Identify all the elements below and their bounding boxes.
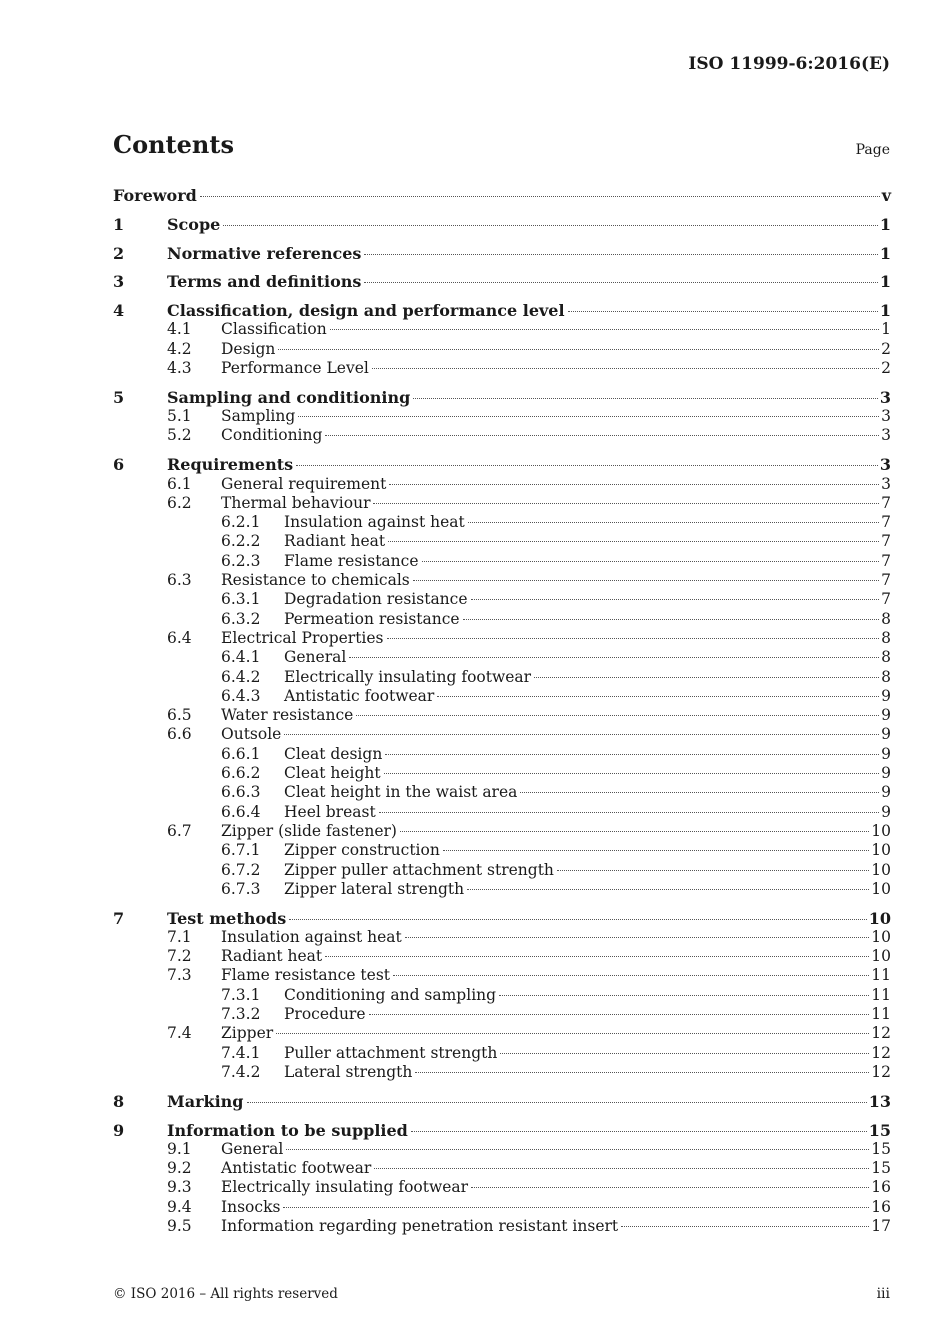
toc-entry-title: Heel breast — [284, 802, 376, 821]
toc-dot-leader — [467, 889, 869, 890]
toc-entry-page: 9 — [881, 744, 891, 763]
toc-entry-title: Insocks — [221, 1197, 281, 1216]
toc-dot-leader — [373, 503, 879, 504]
toc-entry[interactable] — [113, 407, 891, 426]
toc-entry-title: Marking — [167, 1091, 244, 1111]
toc-entry-title: Outsole — [221, 725, 282, 744]
toc-dot-leader — [364, 282, 877, 283]
toc-entry-number: 6.2 — [167, 493, 192, 512]
toc-dot-leader — [389, 484, 879, 485]
toc-entry-number: 6.4.3 — [221, 686, 261, 705]
toc-entry-title: Information to be supplied — [167, 1120, 408, 1140]
contents-heading: Contents — [113, 130, 234, 159]
toc-entry[interactable] — [113, 764, 891, 783]
toc-entry-title: Requirements — [167, 455, 294, 475]
toc-entry-number: 6.7.3 — [221, 879, 261, 898]
toc-entry-page: 8 — [881, 609, 891, 628]
toc-entry-page: 12 — [871, 1024, 891, 1043]
toc-dot-leader — [468, 522, 879, 523]
toc-dot-leader — [471, 599, 880, 600]
toc-entry[interactable] — [113, 320, 891, 339]
toc-entry-number: 7 — [113, 908, 125, 928]
toc-entry-page: v — [881, 186, 891, 205]
toc-entry-number: 9 — [113, 1120, 125, 1140]
toc-entry-title: Flame resistance — [284, 551, 419, 570]
toc-entry-title: Antistatic footwear — [221, 1159, 372, 1178]
toc-dot-leader — [356, 715, 879, 716]
toc-entry-number: 6.4 — [167, 628, 192, 647]
toc-entry-page: 12 — [871, 1043, 891, 1062]
toc-dot-leader — [374, 1168, 869, 1169]
toc-entry[interactable] — [113, 1005, 891, 1024]
toc-entry[interactable] — [113, 648, 891, 667]
toc-dot-leader — [413, 580, 879, 581]
toc-entry-title: Zipper construction — [284, 841, 440, 860]
toc-entry-page: 9 — [881, 783, 891, 802]
toc-entry-number: 6.3.2 — [221, 609, 261, 628]
toc-entry-number: 6.2.1 — [221, 513, 261, 532]
toc-entry-page: 12 — [871, 1062, 891, 1081]
toc-entry-page: 7 — [881, 571, 891, 590]
toc-entry-title: Resistance to chemicals — [221, 571, 410, 590]
toc-entry[interactable] — [113, 1178, 891, 1197]
toc-entry[interactable] — [113, 822, 891, 841]
toc-entry-page: 10 — [868, 908, 891, 928]
toc-dot-leader — [557, 870, 869, 871]
toc-entry-page: 1 — [879, 214, 891, 234]
toc-entry-number: 6.6.1 — [221, 744, 261, 763]
toc-entry-title: Permeation resistance — [284, 609, 460, 628]
toc-entry-number: 6.4.1 — [221, 648, 261, 667]
toc-entry-page: 3 — [879, 387, 891, 407]
toc-entry[interactable] — [113, 947, 891, 966]
toc-entry-title: General — [221, 1139, 284, 1158]
toc-entry-number: 9.2 — [167, 1159, 192, 1178]
toc-entry-title: General requirement — [221, 474, 387, 493]
toc-entry[interactable] — [113, 783, 891, 802]
toc-dot-leader — [369, 1014, 870, 1015]
toc-entry[interactable] — [113, 244, 891, 263]
toc-entry-number: 4.3 — [167, 359, 192, 378]
toc-dot-leader — [372, 368, 879, 369]
toc-entry[interactable] — [113, 186, 891, 205]
toc-entry-title: Insulation against heat — [284, 513, 465, 532]
toc-entry-page: 9 — [881, 802, 891, 821]
toc-entry-number: 6.7 — [167, 821, 192, 840]
toc-dot-leader — [413, 398, 878, 399]
toc-dot-leader — [385, 754, 879, 755]
toc-dot-leader — [568, 311, 878, 312]
toc-entry-page: 11 — [871, 985, 891, 1004]
toc-entry[interactable] — [113, 388, 891, 407]
toc-entry[interactable] — [113, 1198, 891, 1217]
toc-entry-number: 5 — [113, 387, 125, 407]
toc-entry-page: 7 — [881, 590, 891, 609]
toc-entry-number: 6.6.3 — [221, 783, 261, 802]
toc-dot-leader — [289, 919, 867, 920]
toc-dot-leader — [443, 850, 869, 851]
toc-dot-leader — [463, 619, 880, 620]
toc-entry-number: 7.3 — [167, 966, 192, 985]
toc-entry[interactable] — [113, 301, 891, 320]
toc-entry[interactable] — [113, 1024, 891, 1043]
toc-entry-title: Foreword — [113, 186, 197, 205]
toc-entry-title: Design — [221, 339, 276, 358]
toc-entry-number: 9.3 — [167, 1178, 192, 1197]
toc-entry-page: 1 — [879, 272, 891, 292]
toc-entry[interactable] — [113, 725, 891, 744]
toc-entry-number: 6.1 — [167, 474, 192, 493]
toc-entry-title: Zipper (slide fastener) — [221, 821, 397, 840]
toc-entry-number: 7.2 — [167, 947, 192, 966]
toc-entry[interactable] — [113, 928, 891, 947]
toc-dot-leader — [325, 956, 869, 957]
toc-entry[interactable] — [113, 340, 891, 359]
toc-dot-leader — [278, 349, 879, 350]
toc-dot-leader — [437, 696, 879, 697]
toc-entry-page: 7 — [881, 532, 891, 551]
toc-entry[interactable] — [113, 803, 891, 822]
toc-dot-leader — [330, 329, 879, 330]
toc-entry-page: 16 — [871, 1178, 891, 1197]
toc-entry-page: 15 — [871, 1139, 891, 1158]
toc-entry-page: 7 — [881, 551, 891, 570]
toc-entry-number: 6.4.2 — [221, 667, 261, 686]
toc-dot-leader — [499, 995, 869, 996]
toc-entry-title: Zipper puller attachment strength — [284, 860, 554, 879]
toc-entry-title: Insulation against heat — [221, 927, 402, 946]
toc-entry-title: Cleat height — [284, 764, 381, 783]
toc-entry[interactable] — [113, 880, 891, 899]
toc-entry-title: Electrically insulating footwear — [284, 667, 532, 686]
toc-entry-title: Degradation resistance — [284, 590, 468, 609]
toc-entry-title: Zipper lateral strength — [284, 879, 465, 898]
toc-entry[interactable] — [113, 909, 891, 928]
toc-entry[interactable] — [113, 215, 891, 234]
toc-dot-leader — [247, 1102, 867, 1103]
toc-entry-title: Antistatic footwear — [284, 686, 435, 705]
toc-entry[interactable] — [113, 1092, 891, 1111]
toc-entry-number: 6.3.1 — [221, 590, 261, 609]
toc-dot-leader — [411, 1131, 867, 1132]
toc-dot-leader — [500, 1053, 869, 1054]
toc-dot-leader — [384, 773, 879, 774]
toc-entry-title: Radiant heat — [284, 532, 386, 551]
toc-entry-title: Water resistance — [221, 706, 354, 725]
toc-entry-page: 3 — [881, 426, 891, 445]
toc-entry-number: 6.5 — [167, 706, 192, 725]
toc-dot-leader — [298, 416, 879, 417]
toc-entry[interactable] — [113, 552, 891, 571]
toc-dot-leader — [534, 677, 879, 678]
toc-entry[interactable] — [113, 1121, 891, 1140]
toc-dot-leader — [200, 196, 880, 197]
toc-entry-title: Classification — [221, 320, 327, 339]
toc-entry-page: 7 — [881, 493, 891, 512]
toc-entry-number: 5.1 — [167, 407, 192, 426]
toc-entry[interactable] — [113, 571, 891, 590]
toc-entry-title: General — [284, 648, 347, 667]
toc-entry-title: Radiant heat — [221, 947, 323, 966]
toc-dot-leader — [284, 734, 879, 735]
toc-entry[interactable] — [113, 532, 891, 551]
table-of-contents — [113, 186, 891, 1236]
toc-entry-number: 7.4.1 — [221, 1043, 261, 1062]
toc-entry-title: Procedure — [284, 1005, 366, 1024]
toc-entry-page: 9 — [881, 706, 891, 725]
toc-entry-title: Thermal behaviour — [221, 493, 371, 512]
toc-entry-page: 8 — [881, 648, 891, 667]
toc-entry-page: 13 — [868, 1091, 891, 1111]
toc-dot-leader — [388, 541, 879, 542]
toc-entry-page: 1 — [881, 320, 891, 339]
toc-dot-leader — [471, 1187, 869, 1188]
toc-entry-page: 10 — [871, 841, 891, 860]
toc-entry[interactable] — [113, 610, 891, 629]
toc-dot-leader — [415, 1072, 869, 1073]
page-number: iii — [876, 1286, 890, 1302]
toc-dot-leader — [387, 638, 880, 639]
toc-entry-number: 7.3.1 — [221, 985, 261, 1004]
toc-entry-number: 7.4.2 — [221, 1062, 261, 1081]
toc-entry-number: 2 — [113, 243, 125, 263]
toc-entry-number: 6.2.3 — [221, 551, 261, 570]
page-column-label: Page — [855, 142, 890, 158]
toc-entry-page: 7 — [881, 513, 891, 532]
toc-entry-page: 8 — [881, 628, 891, 647]
toc-dot-leader — [223, 225, 878, 226]
toc-entry-page: 3 — [881, 407, 891, 426]
toc-entry-number: 4.2 — [167, 339, 192, 358]
toc-entry[interactable] — [113, 359, 891, 378]
toc-entry[interactable] — [113, 861, 891, 880]
toc-entry-page: 2 — [881, 359, 891, 378]
toc-entry-page: 15 — [868, 1120, 891, 1140]
toc-dot-leader — [283, 1207, 869, 1208]
toc-entry[interactable] — [113, 745, 891, 764]
toc-entry-number: 8 — [113, 1091, 125, 1111]
toc-entry-title: Cleat design — [284, 744, 383, 763]
toc-entry[interactable] — [113, 426, 891, 445]
toc-entry-title: Terms and definitions — [167, 272, 362, 292]
toc-entry-page: 17 — [871, 1217, 891, 1236]
toc-dot-leader — [422, 561, 880, 562]
toc-dot-leader — [393, 975, 869, 976]
toc-entry-page: 3 — [879, 455, 891, 475]
toc-entry-page: 1 — [879, 301, 891, 321]
toc-dot-leader — [349, 657, 879, 658]
toc-entry-number: 7.1 — [167, 927, 192, 946]
toc-entry-title: Normative references — [167, 243, 362, 263]
toc-entry-title: Electrical Properties — [221, 628, 384, 647]
toc-entry-title: Classification, design and performance level — [167, 301, 565, 321]
toc-entry-title: Performance Level — [221, 359, 369, 378]
toc-entry[interactable] — [113, 1217, 891, 1236]
toc-entry-number: 9.4 — [167, 1197, 192, 1216]
toc-entry[interactable] — [113, 494, 891, 513]
toc-entry-number: 9.5 — [167, 1217, 192, 1236]
toc-entry-page: 1 — [879, 243, 891, 263]
toc-dot-leader — [296, 465, 878, 466]
toc-entry-page: 10 — [871, 947, 891, 966]
toc-entry-number: 6.3 — [167, 571, 192, 590]
document-id: ISO 11999-6:2016(E) — [688, 54, 890, 74]
toc-entry[interactable] — [113, 1044, 891, 1063]
toc-entry-title: Sampling and conditioning — [167, 387, 411, 407]
toc-entry[interactable] — [113, 629, 891, 648]
toc-entry-number: 1 — [113, 214, 125, 234]
toc-entry[interactable] — [113, 1159, 891, 1178]
toc-entry[interactable] — [113, 986, 891, 1005]
toc-entry[interactable] — [113, 1140, 891, 1159]
toc-entry-title: Conditioning — [221, 426, 323, 445]
toc-entry-number: 3 — [113, 272, 125, 292]
toc-entry-title: Electrically insulating footwear — [221, 1178, 469, 1197]
toc-entry-title: Zipper — [221, 1024, 274, 1043]
toc-entry-number: 6.6.2 — [221, 764, 261, 783]
toc-entry-number: 6.6.4 — [221, 802, 261, 821]
toc-entry-number: 4 — [113, 301, 125, 321]
toc-entry[interactable] — [113, 475, 891, 494]
toc-entry-page: 16 — [871, 1197, 891, 1216]
toc-dot-leader — [276, 1033, 869, 1034]
toc-entry[interactable] — [113, 841, 891, 860]
toc-entry-number: 6.7.1 — [221, 841, 261, 860]
toc-entry-title: Flame resistance test — [221, 966, 391, 985]
toc-entry-number: 6 — [113, 455, 125, 475]
toc-entry-page: 2 — [881, 339, 891, 358]
toc-entry-page: 15 — [871, 1159, 891, 1178]
toc-entry-page: 9 — [881, 764, 891, 783]
toc-entry-title: Cleat height in the waist area — [284, 783, 518, 802]
toc-entry-number: 9.1 — [167, 1139, 192, 1158]
toc-entry[interactable] — [113, 668, 891, 687]
toc-entry-page: 11 — [871, 966, 891, 985]
toc-entry-number: 5.2 — [167, 426, 192, 445]
toc-entry[interactable] — [113, 966, 891, 985]
toc-entry-title: Scope — [167, 214, 221, 234]
toc-entry-page: 3 — [881, 474, 891, 493]
toc-entry-page: 11 — [871, 1005, 891, 1024]
toc-entry[interactable] — [113, 590, 891, 609]
toc-dot-leader — [325, 435, 879, 436]
toc-dot-leader — [379, 812, 879, 813]
toc-entry-title: Lateral strength — [284, 1062, 413, 1081]
toc-entry-number: 7.3.2 — [221, 1005, 261, 1024]
toc-entry-number: 6.6 — [167, 725, 192, 744]
toc-entry[interactable] — [113, 687, 891, 706]
toc-entry-title: Test methods — [167, 908, 287, 928]
toc-entry-title: Information regarding penetration resistant insert — [221, 1217, 619, 1236]
toc-entry-page: 10 — [871, 879, 891, 898]
toc-entry-number: 4.1 — [167, 320, 192, 339]
toc-entry-page: 9 — [881, 686, 891, 705]
toc-entry-number: 7.4 — [167, 1024, 192, 1043]
toc-entry-page: 9 — [881, 725, 891, 744]
toc-entry[interactable] — [113, 1063, 891, 1082]
copyright-notice: © ISO 2016 – All rights reserved — [113, 1286, 338, 1302]
toc-entry-title: Sampling — [221, 407, 296, 426]
toc-entry[interactable] — [113, 272, 891, 291]
toc-dot-leader — [364, 254, 877, 255]
toc-entry[interactable] — [113, 455, 891, 474]
toc-entry-title: Puller attachment strength — [284, 1043, 498, 1062]
toc-dot-leader — [520, 792, 879, 793]
toc-entry-title: Conditioning and sampling — [284, 985, 497, 1004]
toc-entry-page: 10 — [871, 860, 891, 879]
toc-entry-page: 10 — [871, 927, 891, 946]
toc-dot-leader — [405, 937, 870, 938]
toc-entry-page: 10 — [871, 821, 891, 840]
toc-entry-number: 6.7.2 — [221, 860, 261, 879]
toc-dot-leader — [621, 1226, 869, 1227]
toc-entry[interactable] — [113, 706, 891, 725]
toc-entry-page: 8 — [881, 667, 891, 686]
toc-entry-number: 6.2.2 — [221, 532, 261, 551]
toc-dot-leader — [400, 831, 869, 832]
toc-entry[interactable] — [113, 513, 891, 532]
toc-dot-leader — [286, 1149, 869, 1150]
